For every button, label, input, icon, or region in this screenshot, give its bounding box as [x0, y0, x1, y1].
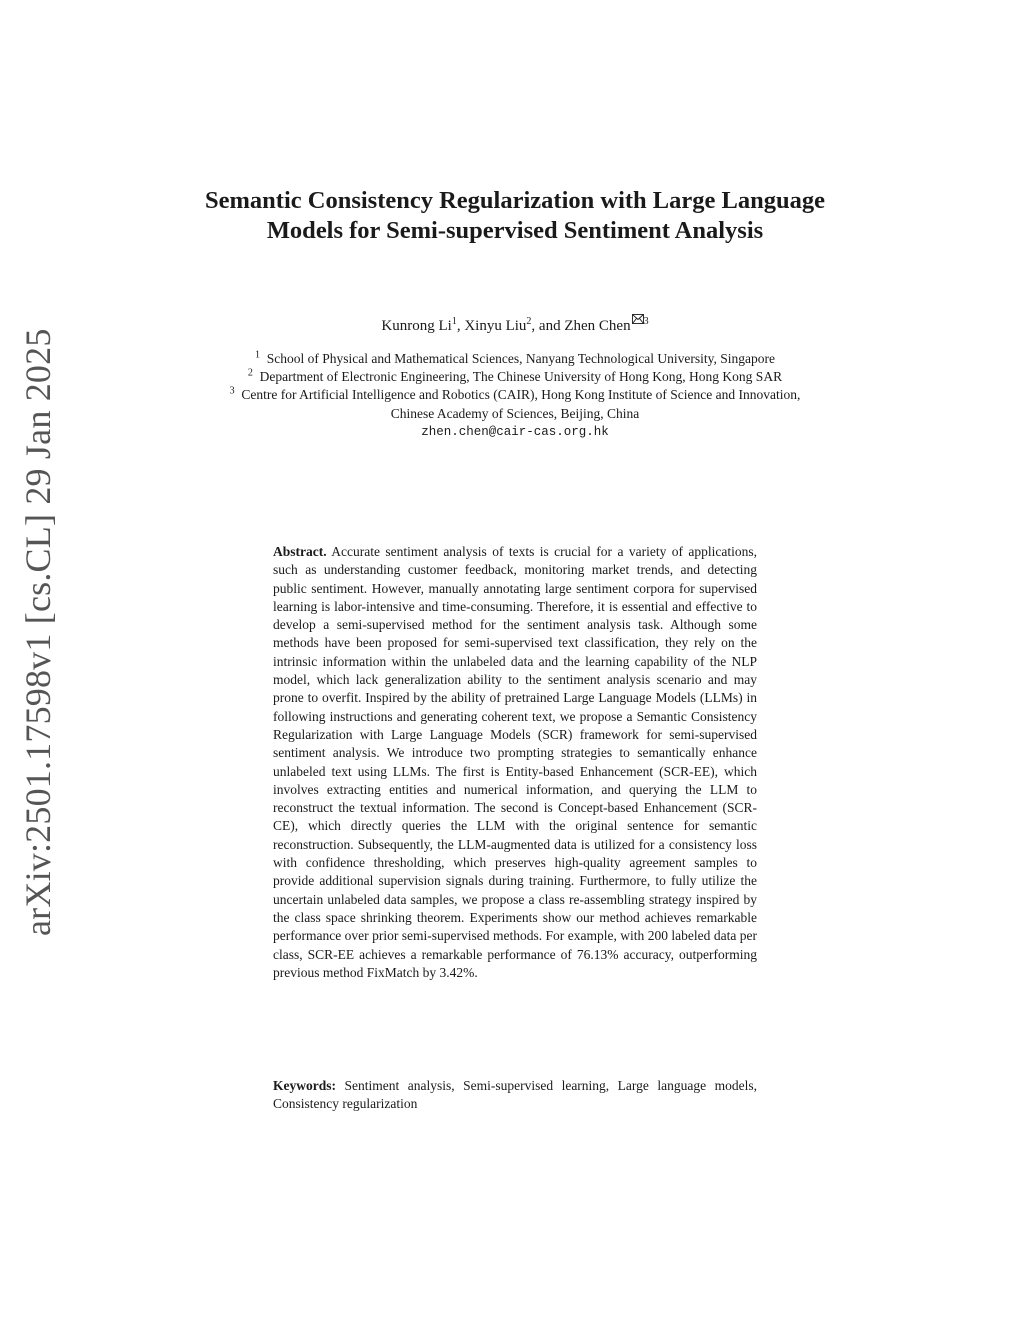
envelope-icon: [632, 314, 644, 324]
author-separator: ,: [456, 318, 465, 334]
affiliation: [215, 368, 815, 386]
author-affiliation-index: 1: [451, 316, 457, 327]
abstract-label: Abstract.: [273, 544, 327, 559]
affiliation-text: Centre for Artificial Intelligence and Robotics (CAIR), Hong Kong Institute of Science and Innovation, Chinese Academy of Sciences, Beijing, China: [241, 387, 801, 421]
affiliation: [215, 386, 815, 422]
affiliation-text: Department of Electronic Engineering, The Chinese University of Hong Kong, Hong Kong SAR: [259, 369, 783, 385]
contact-email[interactable]: zhen.chen@cair-cas.org.hk: [421, 424, 609, 439]
affiliation: [215, 350, 815, 368]
author-list: [170, 314, 860, 336]
abstract-text: Accurate sentiment analysis of texts is crucial for a variety of applications, such as understanding customer feedback, monitoring market trends, and detecting public sentiment. However, manually annotating large sentiment corpora for supervised learning is labor-intensive and time-consuming. Therefore, it is essential and effective to develop a semi-supervised method for the sentiment analysis task. Although some methods have been proposed for semi-supervised text classification, they rely on the intrinsic information within the unlabeled data and the learning capability of the NLP model, which lack generalization ability to the sentiment analysis scenario and may prone to overfit. Inspired by the ability of pretrained Large Language Models (LLMs) in following instructions and generating coherent text, we propose a Semantic Consistency Regularization with Large Language Models (SCR) framework for semi-supervised sentiment analysis. We introduce two prompting strategies to semantically enhance unlabeled text using LLMs. The first is Entity-based Enhancement (SCR-EE), which involves extracting entities and numerical information, and querying the LLM to reconstruct the textual information. The second is Concept-based Enhancement (SCR-CE), which directly queries the LLM with the original sentence for semantic reconstruction. Subsequently, the LLM-augmented data is utilized for a consistency loss with confidence thresholding, which preserves high-quality agreement samples to provide additional supervision signals during training. Furthermore, to fully utilize the uncertain unlabeled data samples, we propose a class re-assembling strategy inspired by the class space shrinking theorem. Experiments show our method achieves remarkable performance over prior semi-supervised methods. For example, with 200 labeled data per class, SCR-EE achieves a remarkable performance of 76.13% accuracy, outperforming previous method FixMatch by 3.42%.: [273, 544, 757, 980]
author-separator: , and: [531, 318, 565, 334]
arxiv-identifier: arXiv:2501.17598v1 [cs.CL] 29 Jan 2025: [18, 328, 58, 936]
abstract: [273, 543, 757, 982]
affiliation-number: 1: [255, 349, 261, 361]
affiliation-number: 2: [247, 367, 253, 379]
keywords-label: Keywords:: [273, 1078, 336, 1093]
author-affiliation-index: 2: [526, 316, 532, 327]
author-name: Kunrong Li: [381, 318, 452, 334]
affiliation-list: [215, 350, 815, 441]
affiliation-number: 3: [229, 385, 235, 397]
author-name: Xinyu Liu: [464, 318, 527, 334]
paper-title: Semantic Consistency Regularization with Large Language Models for Semi-supervised Sentiment Analysis: [205, 187, 825, 244]
author-affiliation-index: 3: [643, 316, 649, 327]
keywords: [273, 1077, 757, 1114]
affiliation-text: School of Physical and Mathematical Sciences, Nanyang Technological University, Singapore: [266, 351, 775, 366]
keywords-text: Sentiment analysis, Semi-supervised learning, Large language models, Consistency regularization: [273, 1078, 757, 1112]
author-name: Zhen Chen: [564, 318, 631, 334]
